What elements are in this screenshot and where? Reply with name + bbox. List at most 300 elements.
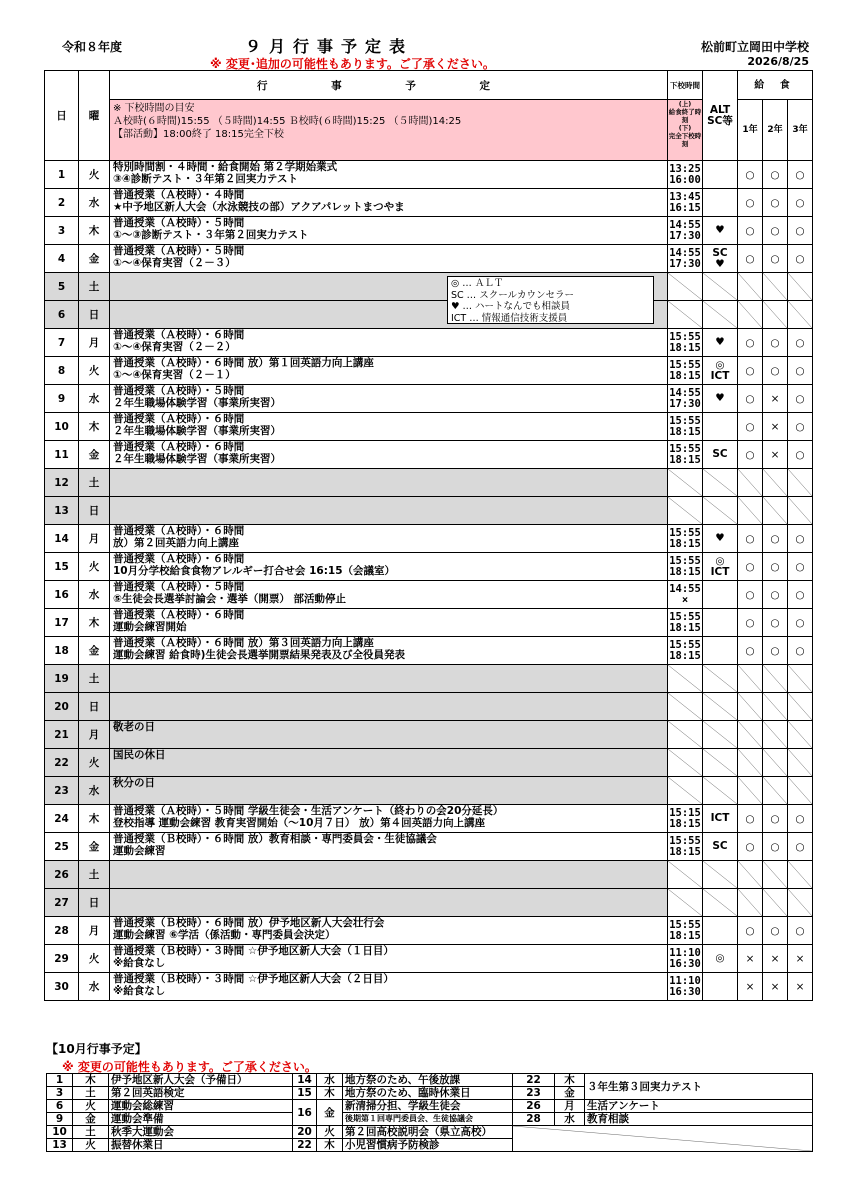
lunch-grade1: × <box>738 973 763 1001</box>
support-staff <box>703 273 738 301</box>
lunch-end-time: 11:10 <box>669 946 701 959</box>
oct-row <box>47 1126 813 1139</box>
oct-weekday: 火 <box>73 1139 109 1152</box>
oct-weekday: 火 <box>73 1100 109 1113</box>
schedule-row <box>45 385 813 413</box>
september-schedule-table <box>44 70 813 1001</box>
oct-weekday: 水 <box>555 1113 585 1126</box>
event-line: 普通授業（Ｂ校時）・６時間 放）教育相談・専門委員会・生徒協議会 <box>113 833 437 845</box>
lunch-grade3: ○ <box>788 609 813 637</box>
event-cell <box>110 637 668 665</box>
oct-weekday: 金 <box>73 1113 109 1126</box>
lunch-grade2: ○ <box>763 833 788 861</box>
october-title: 【10月行事予定】 <box>46 1042 147 1056</box>
lunch-grade1 <box>738 749 763 777</box>
weekday: 土 <box>79 861 110 889</box>
day-number: 10 <box>45 413 79 441</box>
day-number: 15 <box>45 553 79 581</box>
legend-item: ♥ … ハートなんでも相談員 <box>451 301 571 312</box>
schedule-row <box>45 749 813 777</box>
day-number: 24 <box>45 805 79 833</box>
event-cell <box>110 553 668 581</box>
event-cell <box>110 581 668 609</box>
event-cell <box>110 525 668 553</box>
event-cell <box>110 861 668 889</box>
dismissal-time <box>668 273 703 301</box>
oct-event: 第２回英語検定 <box>109 1087 293 1100</box>
dismissal-time <box>668 777 703 805</box>
weekday: 日 <box>79 889 110 917</box>
lunch-grade1 <box>738 889 763 917</box>
weekday: 金 <box>79 245 110 273</box>
event-line: 普通授業（Ａ校時）・５時間 <box>113 581 245 593</box>
legend-item: SC … スクールカウンセラー <box>451 289 575 301</box>
dismissal-time <box>668 581 703 609</box>
lunch-grade1: ○ <box>738 329 763 357</box>
dismissal-time <box>668 861 703 889</box>
lunch-grade3: ○ <box>788 217 813 245</box>
schedule-row <box>45 469 813 497</box>
dismissal-time <box>668 805 703 833</box>
lunch-grade3: ○ <box>788 581 813 609</box>
lunch-grade1: ○ <box>738 525 763 553</box>
lunch-grade2: ○ <box>763 917 788 945</box>
event-cell <box>110 609 668 637</box>
support-staff <box>703 161 738 189</box>
lunch-grade2: ○ <box>763 217 788 245</box>
dismissal-time <box>668 469 703 497</box>
day-number: 6 <box>45 301 79 329</box>
lunch-grade3 <box>788 777 813 805</box>
day-number: 17 <box>45 609 79 637</box>
weekday: 木 <box>79 413 110 441</box>
grade1-header: 1年 <box>738 100 763 161</box>
lunch-grade1: ○ <box>738 637 763 665</box>
dismissal-time <box>668 161 703 189</box>
event-cell <box>110 441 668 469</box>
day-number: 13 <box>45 497 79 525</box>
dismissal-time <box>668 693 703 721</box>
event-line: ２年生職場体験学習（事業所実習） <box>113 397 281 409</box>
weekday: 木 <box>79 609 110 637</box>
oct-event: 運動会総練習 <box>109 1100 293 1113</box>
weekday: 日 <box>79 301 110 329</box>
oct-weekday: 木 <box>73 1074 109 1087</box>
weekday: 日 <box>79 693 110 721</box>
event-cell <box>110 917 668 945</box>
event-line: 普通授業（Ｂ校時）・６時間 放）伊予地区新人大会壮行会 <box>113 917 385 929</box>
dismissal-time <box>668 945 703 973</box>
oct-day: 20 <box>293 1126 317 1139</box>
support-staff: SC ♥ <box>703 245 738 273</box>
event-cell <box>110 469 668 497</box>
lunch-grade2: ○ <box>763 637 788 665</box>
full-dismissal-time: 16:30 <box>669 985 701 998</box>
event-line: ①～④保育実習（２－２） <box>113 341 236 353</box>
lunch-grade1 <box>738 497 763 525</box>
time-subheader: (上) 給食終了時刻 (下) 完全下校時刻 <box>668 100 703 161</box>
support-staff: SC <box>703 833 738 861</box>
oct-row <box>47 1113 813 1126</box>
lunch-grade1: ○ <box>738 217 763 245</box>
event-line: ①～④保育実習（２－１） <box>113 369 236 381</box>
lunch-grade2: ○ <box>763 581 788 609</box>
event-line: ⑤生徒会長選挙討論会・選挙（開票） 部活動停止 <box>113 593 347 605</box>
event-cell <box>110 749 668 777</box>
full-dismissal-time: 18:15 <box>669 649 701 662</box>
support-staff <box>703 637 738 665</box>
oct-weekday: 木 <box>317 1139 343 1152</box>
fiscal-year: 令和８年度 <box>62 40 123 54</box>
dismissal-time <box>668 357 703 385</box>
day-number: 27 <box>45 889 79 917</box>
oct-weekday: 金 <box>555 1087 585 1100</box>
schedule-row <box>45 973 813 1001</box>
support-staff <box>703 497 738 525</box>
lunch-grade3: ○ <box>788 525 813 553</box>
schedule-row <box>45 245 813 273</box>
lunch-grade3 <box>788 497 813 525</box>
oct-event: 新清掃分担、学級生徒会 <box>343 1100 513 1113</box>
lunch-grade3: × <box>788 945 813 973</box>
event-line: 普通授業（Ａ校時）・５時間 学級生徒会・生活アンケート（終わりの会20分延長） <box>113 805 504 817</box>
event-line: ①～④保育実習（２－３） <box>113 257 236 269</box>
legend-box <box>447 276 654 324</box>
lunch-grade3: ○ <box>788 245 813 273</box>
oct-day: 14 <box>293 1074 317 1087</box>
lunch-grade3: ○ <box>788 329 813 357</box>
oct-event: 地方祭のため、午後放課 <box>343 1074 513 1087</box>
support-staff <box>703 749 738 777</box>
dismissal-time <box>668 217 703 245</box>
oct-event: 小児習慣病予防検診 <box>343 1139 513 1152</box>
dismissal-time <box>668 721 703 749</box>
schedule-row <box>45 889 813 917</box>
lunch-grade1: ○ <box>738 245 763 273</box>
event-line: ２年生職場体験学習（事業所実習） <box>113 425 281 437</box>
event-line: 運動会練習 <box>113 845 166 857</box>
day-number: 29 <box>45 945 79 973</box>
lunch-grade3: ○ <box>788 553 813 581</box>
event-cell <box>110 833 668 861</box>
event-line: 普通授業（Ａ校時）・６時間 放）第１回英語力向上講座 <box>113 357 374 369</box>
dismissal-time <box>668 497 703 525</box>
day-number: 2 <box>45 189 79 217</box>
event-cell <box>110 805 668 833</box>
lunch-end-time: 11:10 <box>669 974 701 987</box>
event-cell <box>110 973 668 1001</box>
dismissal-time <box>668 245 703 273</box>
oct-day: 10 <box>47 1126 73 1139</box>
lunch-end-time: 15:55 <box>669 638 701 651</box>
lunch-grade1 <box>738 721 763 749</box>
day-number: 30 <box>45 973 79 1001</box>
lunch-grade2 <box>763 693 788 721</box>
lunch-grade1: ○ <box>738 357 763 385</box>
lunch-grade3 <box>788 469 813 497</box>
col-weekday-header: 曜 <box>79 71 110 161</box>
oct-row <box>47 1100 813 1113</box>
event-line: ※給食なし <box>113 985 166 997</box>
lunch-grade1 <box>738 777 763 805</box>
support-staff <box>703 469 738 497</box>
event-line: ①～③診断テスト・３年第２回実力テスト <box>113 229 309 241</box>
lunch-grade3 <box>788 889 813 917</box>
support-staff: ♥ <box>703 217 738 245</box>
event-cell <box>110 497 668 525</box>
schedule-row <box>45 301 813 329</box>
support-staff: ♥ <box>703 525 738 553</box>
day-number: 20 <box>45 693 79 721</box>
event-cell <box>110 357 668 385</box>
oct-day: 3 <box>47 1087 73 1100</box>
lunch-grade1: ○ <box>738 441 763 469</box>
schedule-row <box>45 413 813 441</box>
weekday: 金 <box>79 637 110 665</box>
event-cell <box>110 945 668 973</box>
lunch-end-time: 15:55 <box>669 358 701 371</box>
legend-item: ICT … 情報通信技術支援員 <box>451 312 568 324</box>
event-cell <box>110 161 668 189</box>
page-title: ９月行事予定表 <box>245 37 414 56</box>
lunch-grade2 <box>763 273 788 301</box>
event-line: 普通授業（Ａ校時）・６時間 <box>113 609 245 621</box>
event-cell <box>110 329 668 357</box>
full-dismissal-time: 16:00 <box>669 173 701 186</box>
dismissal-time <box>668 413 703 441</box>
support-staff <box>703 189 738 217</box>
oct-day: 22 <box>293 1139 317 1152</box>
event-line: 普通授業（Ａ校時）・６時間 <box>113 413 245 425</box>
lunch-grade1: ○ <box>738 833 763 861</box>
oct-weekday: 水 <box>317 1074 343 1087</box>
oct-weekday: 木 <box>317 1087 343 1100</box>
lunch-grade2: × <box>763 973 788 1001</box>
event-cell <box>110 889 668 917</box>
oct-day: 15 <box>293 1087 317 1100</box>
lunch-grade1: ○ <box>738 581 763 609</box>
dismissal-time <box>668 665 703 693</box>
event-line: 運動会練習 ⑥学活（係活動・専門委員会決定） <box>113 929 336 941</box>
full-dismissal-time: 18:15 <box>669 341 701 354</box>
lunch-end-time: 14:55 <box>669 218 701 231</box>
weekday: 金 <box>79 441 110 469</box>
weekday: 木 <box>79 805 110 833</box>
support-staff: ◎ ICT <box>703 553 738 581</box>
lunch-grade2 <box>763 665 788 693</box>
full-dismissal-time: 16:15 <box>669 201 701 214</box>
lunch-grade1: ○ <box>738 189 763 217</box>
dismissal-time <box>668 385 703 413</box>
full-dismissal-time: 18:15 <box>669 845 701 858</box>
lunch-grade2: ○ <box>763 189 788 217</box>
event-line: 国民の休日 <box>113 749 166 761</box>
lunch-grade3: ○ <box>788 357 813 385</box>
event-cell <box>110 189 668 217</box>
day-number: 28 <box>45 917 79 945</box>
oct-event: ３年生第３回実力テスト <box>585 1074 813 1100</box>
lunch-grade2 <box>763 749 788 777</box>
support-staff <box>703 889 738 917</box>
event-cell <box>110 777 668 805</box>
schedule-row <box>45 161 813 189</box>
lunch-grade2 <box>763 721 788 749</box>
lunch-grade2: × <box>763 385 788 413</box>
lunch-end-time: 14:55 <box>669 386 701 399</box>
schedule-row <box>45 189 813 217</box>
lunch-grade2: ○ <box>763 329 788 357</box>
dismissal-info-line: ※ 下校時間の目安 <box>113 103 195 114</box>
lunch-grade2 <box>763 777 788 805</box>
lunch-grade1: ○ <box>738 917 763 945</box>
lunch-grade2: ○ <box>763 553 788 581</box>
support-staff <box>703 721 738 749</box>
weekday: 土 <box>79 273 110 301</box>
lunch-end-time: 15:55 <box>669 834 701 847</box>
dismissal-time <box>668 973 703 1001</box>
lunch-grade2: ○ <box>763 161 788 189</box>
full-dismissal-time: 18:15 <box>669 929 701 942</box>
schedule-row <box>45 441 813 469</box>
support-staff <box>703 777 738 805</box>
event-line: 普通授業（Ｂ校時）・３時間 ☆伊予地区新人大会（１日目） <box>113 945 394 957</box>
col-time-header: 下校時間 <box>668 71 703 100</box>
full-dismissal-time: 18:15 <box>669 453 701 466</box>
event-cell <box>110 385 668 413</box>
schedule-row <box>45 525 813 553</box>
october-notice: ※ 変更の可能性もあります。ご了承ください。 <box>62 1060 317 1074</box>
event-line: 普通授業（Ｂ校時）・３時間 ☆伊予地区新人大会（２日目） <box>113 973 394 985</box>
oct-weekday: 金 <box>317 1100 343 1126</box>
event-line: ２年生職場体験学習（事業所実習） <box>113 453 281 465</box>
event-line: 放）第２回英語力向上講座 <box>113 537 239 549</box>
event-line: 運動会練習 給食時)生徒会長選挙開票結果発表及び全役員発表 <box>113 649 405 661</box>
event-line: 普通授業（Ａ校時）・５時間 <box>113 245 245 257</box>
day-number: 22 <box>45 749 79 777</box>
weekday: 土 <box>79 469 110 497</box>
grade2-header: 2年 <box>763 100 788 161</box>
lunch-end-time: 15:55 <box>669 610 701 623</box>
support-staff: ◎ ICT <box>703 357 738 385</box>
weekday: 水 <box>79 385 110 413</box>
col-day-header: 日 <box>45 71 79 161</box>
support-staff: ◎ <box>703 945 738 973</box>
schedule-row <box>45 833 813 861</box>
oct-day: 16 <box>293 1100 317 1126</box>
change-notice: ※ 変更･追加の可能性もあります。ご了承ください。 <box>210 57 495 71</box>
weekday: 火 <box>79 553 110 581</box>
full-dismissal-time: 16:30 <box>669 957 701 970</box>
weekday: 月 <box>79 525 110 553</box>
lunch-grade2: × <box>763 945 788 973</box>
event-line: 普通授業（Ａ校時）・５時間 <box>113 217 245 229</box>
col-lunch-header: 給 食 <box>738 71 813 100</box>
lunch-end-time: 15:55 <box>669 526 701 539</box>
legend-item: ◎ … ＡＬＴ <box>451 278 504 289</box>
full-dismissal-time: 18:15 <box>669 621 701 634</box>
dismissal-time <box>668 889 703 917</box>
full-dismissal-time: 18:15 <box>669 369 701 382</box>
oct-event: 秋季大運動会 <box>109 1126 293 1139</box>
dismissal-time <box>668 917 703 945</box>
dismissal-time <box>668 609 703 637</box>
weekday: 木 <box>79 217 110 245</box>
event-line: 普通授業（Ａ校時）・５時間 <box>113 385 245 397</box>
lunch-grade1 <box>738 301 763 329</box>
schedule-row <box>45 945 813 973</box>
day-number: 7 <box>45 329 79 357</box>
schedule-row <box>45 273 813 301</box>
weekday: 水 <box>79 189 110 217</box>
lunch-end-time: 15:55 <box>669 918 701 931</box>
oct-day: 1 <box>47 1074 73 1087</box>
lunch-end-time: 15:55 <box>669 330 701 343</box>
full-dismissal-time: 18:15 <box>669 537 701 550</box>
lunch-grade1: ○ <box>738 385 763 413</box>
lunch-grade3 <box>788 861 813 889</box>
day-number: 8 <box>45 357 79 385</box>
oct-weekday: 土 <box>73 1087 109 1100</box>
oct-day: 23 <box>513 1087 555 1100</box>
dismissal-time <box>668 189 703 217</box>
event-cell <box>110 721 668 749</box>
weekday: 火 <box>79 357 110 385</box>
support-staff <box>703 861 738 889</box>
oct-event: 伊予地区新人大会（予備日） <box>109 1074 293 1087</box>
schedule-row <box>45 693 813 721</box>
dismissal-time <box>668 441 703 469</box>
oct-day: 6 <box>47 1100 73 1113</box>
lunch-grade2: ○ <box>763 805 788 833</box>
support-staff <box>703 973 738 1001</box>
col-events-header: 行 事 予 定 <box>110 71 668 100</box>
weekday: 火 <box>79 749 110 777</box>
oct-row <box>47 1074 813 1087</box>
lunch-grade2: ○ <box>763 357 788 385</box>
oct-day: 13 <box>47 1139 73 1152</box>
dismissal-info-line: Ａ校時(６時間)15:55 （５時間)14:55 Ｂ校時(６時間)15:25 （５時間)14:25 <box>113 116 462 127</box>
event-line: 普通授業（Ａ校時）・６時間 放）第３回英語力向上講座 <box>113 637 374 649</box>
day-number: 14 <box>45 525 79 553</box>
oct-event: 第２回高校説明会（県立高校） <box>343 1126 513 1139</box>
lunch-grade1 <box>738 273 763 301</box>
dismissal-time <box>668 301 703 329</box>
lunch-grade3: × <box>788 973 813 1001</box>
support-staff: SC <box>703 441 738 469</box>
weekday: 月 <box>79 917 110 945</box>
event-line: 登校指導 運動会練習 教育実習開始（～10月７日） 放）第４回英語力向上講座 <box>113 817 486 829</box>
lunch-grade3 <box>788 273 813 301</box>
oct-day: 9 <box>47 1113 73 1126</box>
support-staff <box>703 609 738 637</box>
schedule-row <box>45 805 813 833</box>
weekday: 日 <box>79 497 110 525</box>
lunch-end-time: 13:25 <box>669 162 701 175</box>
day-number: 9 <box>45 385 79 413</box>
grade3-header: 3年 <box>788 100 813 161</box>
lunch-grade2: ○ <box>763 525 788 553</box>
event-line: 10月分学校給食食物アレルギー打合せ会 16:15（会議室） <box>113 565 396 577</box>
day-number: 3 <box>45 217 79 245</box>
weekday: 水 <box>79 973 110 1001</box>
lunch-grade1: ○ <box>738 413 763 441</box>
day-number: 23 <box>45 777 79 805</box>
lunch-grade2 <box>763 469 788 497</box>
lunch-grade3 <box>788 749 813 777</box>
full-dismissal-time: 17:30 <box>669 257 701 270</box>
lunch-grade3: ○ <box>788 413 813 441</box>
schedule-row <box>45 777 813 805</box>
